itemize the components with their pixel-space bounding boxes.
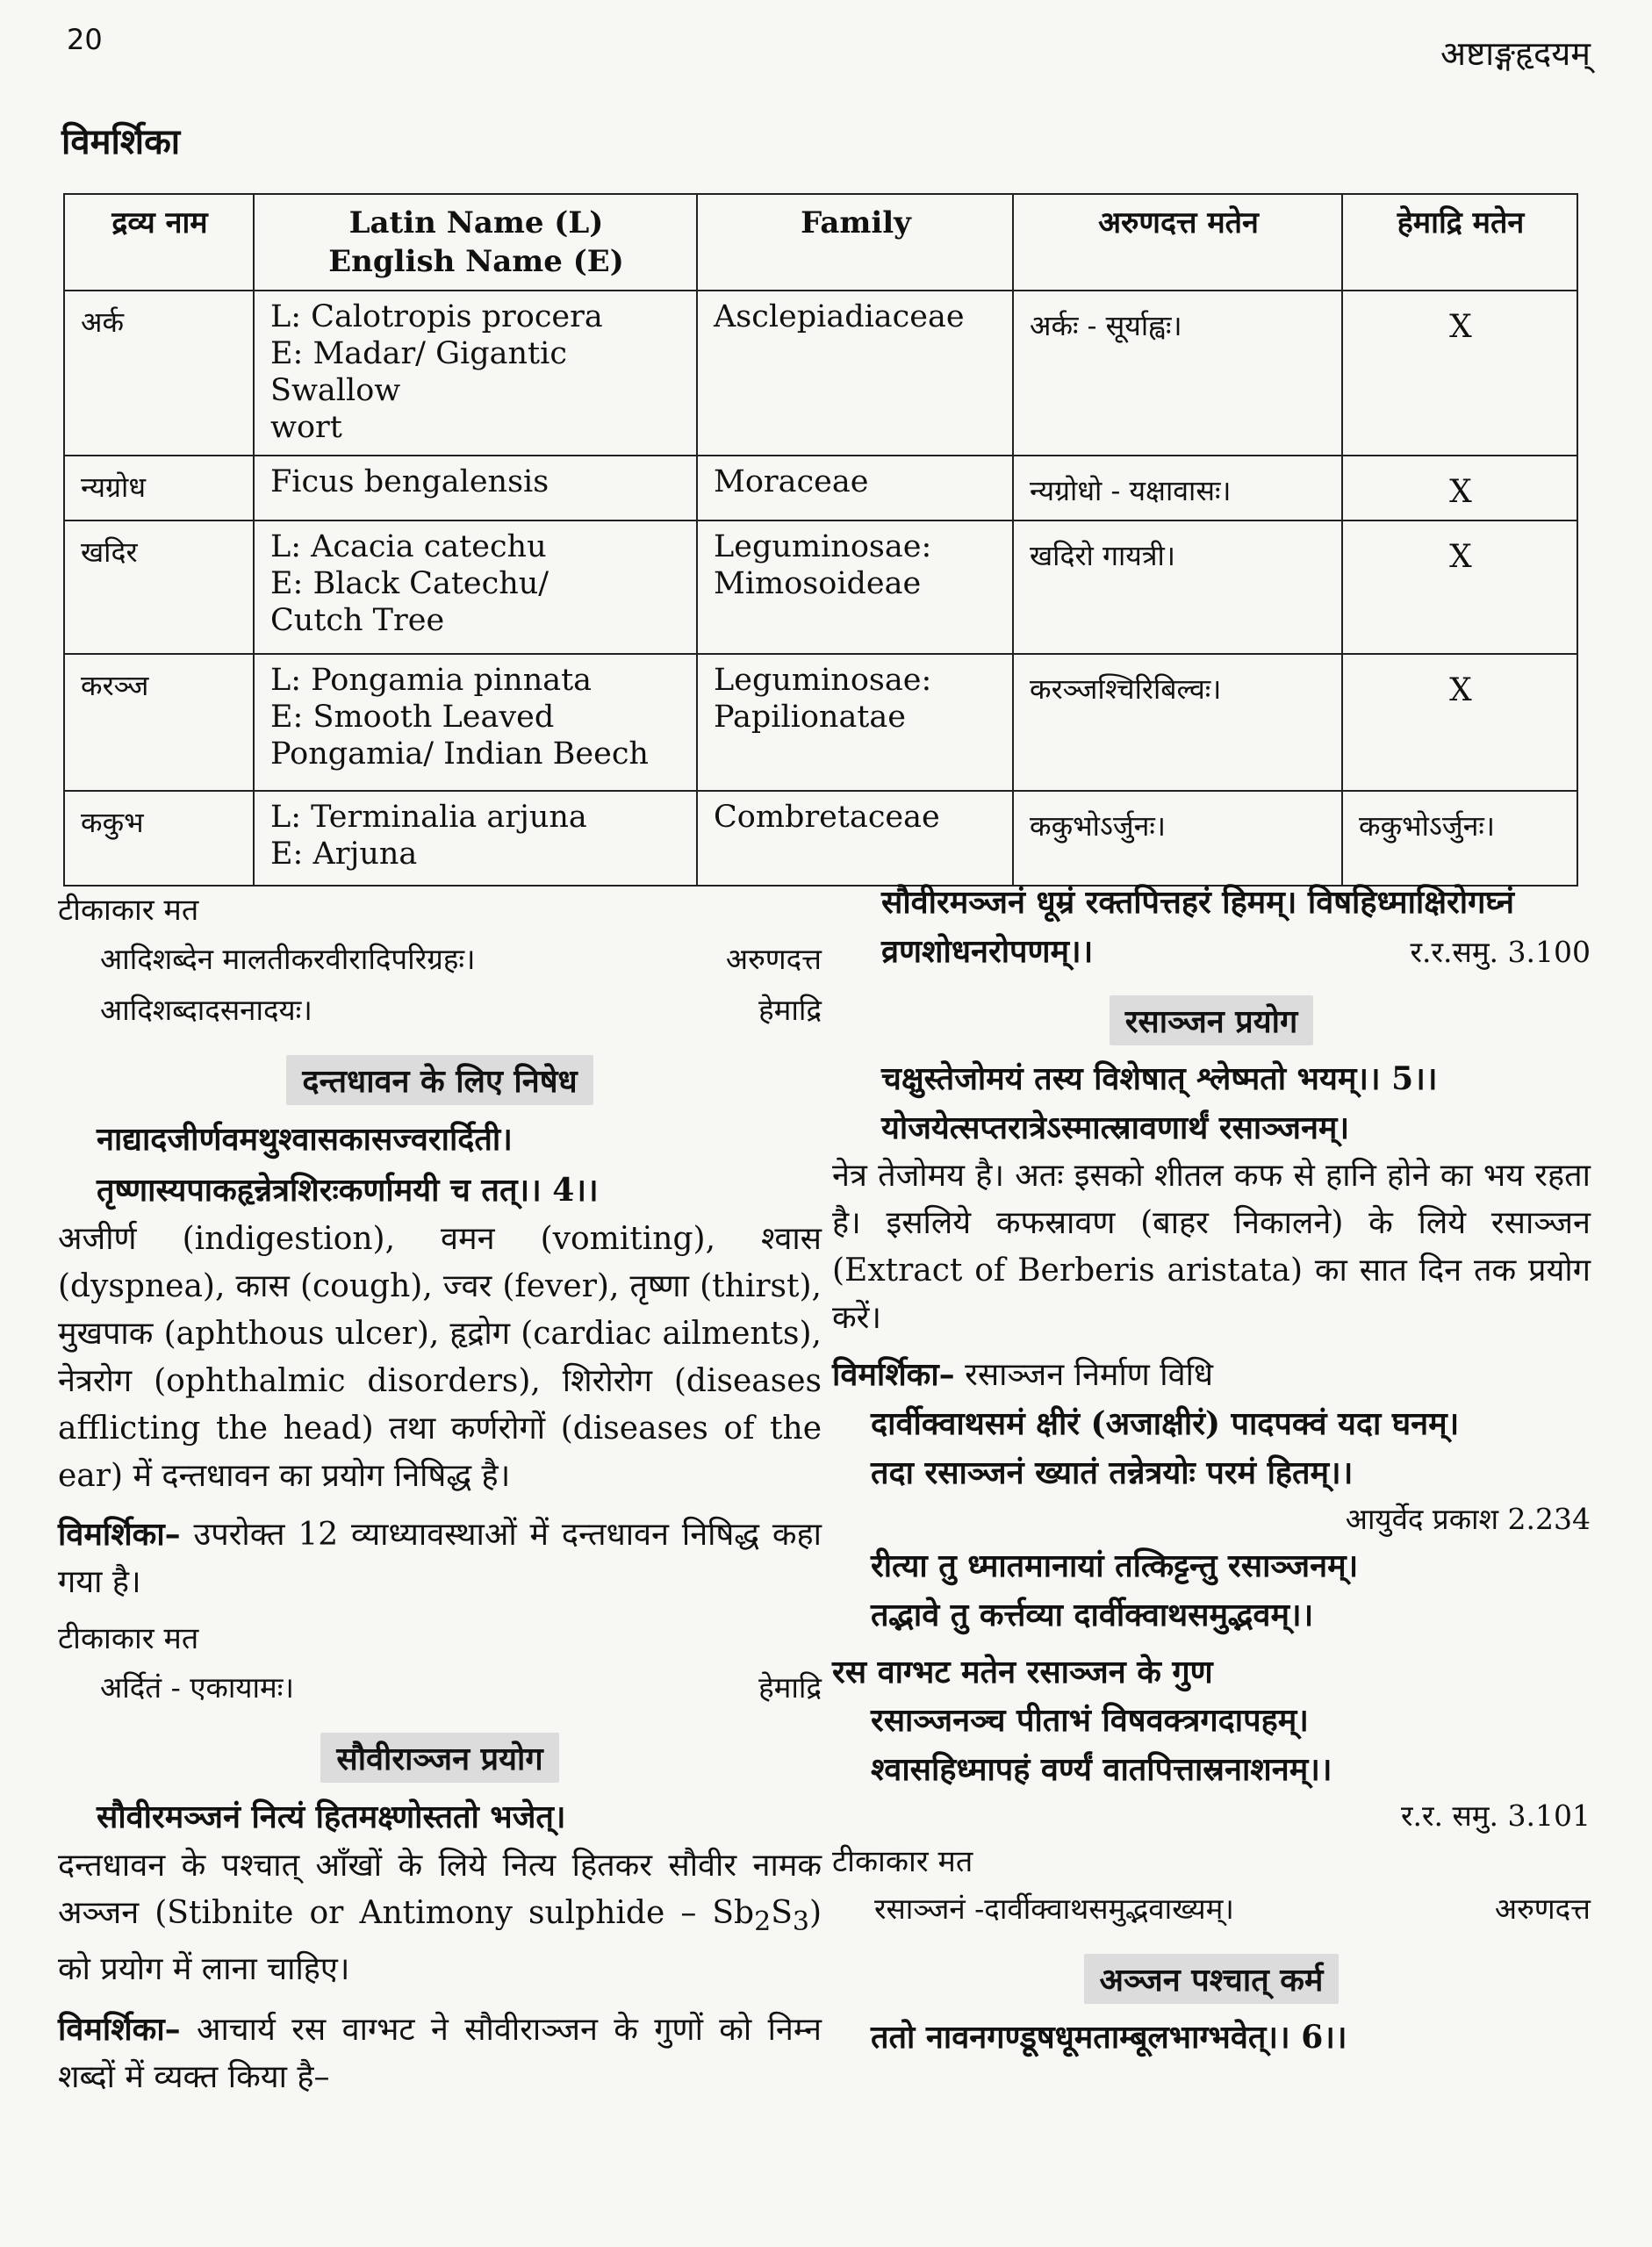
tika-label: टीकाकार मत	[58, 1621, 199, 1656]
arunadatta-cell: ककुभोऽर्जुनः।	[1013, 791, 1342, 886]
name-line: wort	[270, 410, 342, 445]
arunadatta-cell: करञ्जश्चिरिबिल्वः।	[1013, 654, 1342, 791]
quote-source: हेमाद्रि	[758, 1670, 822, 1705]
name-line: Ficus bengalensis	[270, 464, 549, 499]
verse-line: नाद्यादजीर्णवमथुश्वासकासज्वरार्दिती।	[97, 1121, 513, 1158]
section-heading: दन्तधावन के लिए निषेध	[58, 1055, 822, 1105]
verse-line: दार्वीक्वाथसमं क्षीरं (अजाक्षीरं) पादपक्वं यदा घनम्।	[871, 1405, 1460, 1442]
table-row	[64, 791, 1577, 886]
name-line: E: Madar/ Gigantic Swallow	[270, 336, 567, 408]
tika-label: टीकाकार मत	[832, 1844, 973, 1879]
verse-line: चक्षुस्तेजोमयं तस्य विशेषात् श्लेष्मतो भयम्।। 5।।	[881, 1060, 1438, 1097]
table-row	[64, 520, 1577, 654]
section-heading: सौवीराञ्जन प्रयोग	[58, 1733, 822, 1783]
dravya-table	[63, 193, 1578, 887]
dravya-name: ककुभ	[64, 791, 254, 886]
dravya-name: अर्क	[64, 291, 254, 456]
table-row	[64, 654, 1577, 791]
dravya-name: करञ्ज	[64, 654, 254, 791]
vimarshika-note	[58, 1511, 822, 1606]
name-line: Cutch Tree	[270, 603, 445, 638]
vimarshika-text: उपरोक्त 12 व्याध्यावस्थाओं में दन्तधावन निषिद्ध कहा गया है।	[58, 1517, 822, 1600]
verse-line: तृष्णास्यपाकहृन्नेत्रशिरःकर्णामयी च तत्।। 4।।	[97, 1172, 599, 1209]
name-line: L: Terminalia arjuna	[270, 800, 587, 835]
section-title: विमर्शिका	[61, 121, 181, 162]
quote-text: अर्दितं - एकायामः।	[100, 1670, 294, 1705]
latin-english-cell	[254, 456, 697, 520]
hemadri-cell: X	[1342, 520, 1577, 654]
header-latin-english	[254, 194, 697, 291]
verse-line: तदा रसाञ्जनं ख्यातं तन्नेत्रयोः परमं हितम्।।	[871, 1454, 1354, 1491]
name-line: E: Smooth Leaved	[270, 700, 555, 735]
verse-line: रसाञ्जनञ्च पीताभं विषवक्त्रगदापहम्।	[871, 1702, 1309, 1739]
commentary-quote	[100, 1662, 822, 1713]
section-heading: रसाञ्जन प्रयोग	[832, 995, 1591, 1045]
verse-line: योजयेत्सप्तरात्रेऽस्मात्स्रावणार्थं रसाञ्जनम्।	[881, 1109, 1350, 1146]
name-line: L: Pongamia pinnata	[270, 663, 593, 698]
header-family: Family	[697, 194, 1013, 291]
family-line: Mimosoideae	[714, 566, 922, 601]
tika-label: टीकाकार मत	[58, 893, 199, 928]
verse-source: आयुर्वेद प्रकाश 2.234	[1345, 1502, 1591, 1536]
arunadatta-cell: अर्कः - सूर्याह्वः।	[1013, 291, 1342, 456]
vimarshika-note	[832, 1351, 1591, 1399]
family-cell	[697, 456, 1013, 520]
family-line: Papilionatae	[714, 700, 906, 735]
name-line: Pongamia/ Indian Beech	[270, 736, 649, 772]
family-cell	[697, 654, 1013, 791]
arunadatta-cell: खदिरो गायत्री।	[1013, 520, 1342, 654]
quote-source: अरुणदत्त	[725, 942, 822, 976]
header-latin: Latin Name (L)	[348, 205, 604, 240]
table-row	[64, 291, 1577, 456]
verse-source: र.र.समु. 3.100	[1410, 935, 1591, 969]
explanation-paragraph: दन्तधावन के पश्चात् आँखों के लिये नित्य हितकर सौवीर नामक अञ्जन (Stibnite or Antimony sulphide – $Sb_2S_3$) को प्रयोग में लाना चाहिए।	[58, 1848, 822, 1988]
name-line: L: Acacia catechu	[270, 529, 547, 564]
latin-english-cell	[254, 520, 697, 654]
quote-text: रसाञ्जनं -दार्वीक्वाथसमुद्भवाख्यम्।	[874, 1892, 1234, 1926]
explanation-paragraph: अजीर्ण (indigestion), वमन (vomiting), श्वास (dyspnea), कास (cough), ज्वर (fever), तृष्णा (thirst), मुखपाक (aphthous ulcer), हृद्रोग (cardiac ailments), नेत्ररोग (ophthalmic disorders), शिरोरोग (diseases afflicting the head) तथा कर्णरोगों (diseases of the ear) में दन्तधावन का प्रयोग निषिद्ध है।	[58, 1221, 822, 1494]
header-english: English Name (E)	[328, 244, 624, 279]
family-line: Combretaceae	[714, 800, 940, 835]
dravya-name: खदिर	[64, 520, 254, 654]
right-column	[832, 878, 1591, 2062]
header-dravya-name: द्रव्य नाम	[64, 194, 254, 291]
vimarshika-label: विमर्शिका–	[58, 1516, 181, 1553]
quote-source: अरुणदत्त	[1494, 1892, 1591, 1926]
family-cell	[697, 520, 1013, 654]
hemadri-cell: ककुभोऽर्जुनः।	[1342, 791, 1577, 886]
header-arunadatta: अरुणदत्त मतेन	[1013, 194, 1342, 291]
family-cell	[697, 791, 1013, 886]
name-line: L: Calotropis procera	[270, 299, 603, 334]
family-cell	[697, 291, 1013, 456]
commentary-quote	[100, 934, 822, 985]
vimarshika-note	[58, 2006, 822, 2101]
verse-line: ततो नावनगण्डूषधूमताम्बूलभाग्भवेत्।। 6।।	[871, 2019, 1347, 2056]
arunadatta-cell: न्यग्रोधो - यक्षावासः।	[1013, 456, 1342, 520]
family-line: Moraceae	[714, 464, 869, 499]
explanation-paragraph: नेत्र तेजोमय है। अतः इसको शीतल कफ से हानि होने का भय रहता है। इसलिये कफस्रावण (बाहर निकालने) के लिये रसाञ्जन (Extract of Berberis aristata) का सात दिन तक प्रयोग करें।	[832, 1158, 1591, 1336]
table-header-row	[64, 194, 1577, 291]
subheading: रस वाग्भट मतेन रसाञ्जन के गुण	[832, 1654, 1213, 1691]
latin-english-cell	[254, 654, 697, 791]
family-line: Asclepiadiaceae	[714, 299, 965, 334]
verse-line: रीत्या तु ध्मातमानायां तत्किट्टन्तु रसाञ्जनम्।	[871, 1547, 1359, 1584]
page-number: 20	[67, 23, 103, 56]
verse-line: व्रणशोधनरोपणम्।।	[881, 933, 1094, 970]
vimarshika-text: आचार्य रस वाग्भट ने सौवीराञ्जन के गुणों को निम्न शब्दों में व्यक्त किया है–	[58, 2012, 822, 2096]
verse-with-source	[832, 927, 1591, 976]
vimarshika-text: रसाञ्जन निर्माण विधि	[954, 1357, 1214, 1393]
quote-text: आदिशब्दादसनादयः।	[100, 993, 312, 1027]
quote-text: आदिशब्देन मालतीकरवीरादिपरिग्रहः।	[100, 942, 476, 976]
table-row	[64, 456, 1577, 520]
name-line: E: Black Catechu/	[270, 566, 549, 601]
verse-line: तद्भावे तु कर्त्तव्या दार्वीक्वाथसमुद्भवम्।।	[871, 1597, 1314, 1633]
section-heading: अञ्जन पश्चात् कर्म	[832, 1954, 1591, 2004]
vimarshika-label: विमर्शिका–	[58, 2011, 181, 2049]
left-column	[58, 878, 822, 2101]
latin-english-cell	[254, 791, 697, 886]
hemadri-cell: X	[1342, 291, 1577, 456]
verse-line: सौवीरमञ्जनं नित्यं हितमक्ष्णोस्ततो भजेत्।	[97, 1798, 566, 1835]
family-line: Leguminosae:	[714, 663, 932, 698]
vimarshika-label: विमर्शिका–	[832, 1356, 955, 1393]
verse-line: श्वासहिध्मापहं वर्ण्यं वातपित्तास्रनाशनम्।।	[871, 1751, 1332, 1788]
hemadri-cell: X	[1342, 654, 1577, 791]
running-header: अष्टाङ्गहृदयम्	[1440, 34, 1591, 73]
dravya-name: न्यग्रोध	[64, 456, 254, 520]
name-line: E: Arjuna	[270, 836, 418, 872]
quote-source: हेमाद्रि	[758, 993, 822, 1027]
verse-source: र.र. समु. 3.101	[1401, 1798, 1591, 1833]
commentary-quote	[100, 985, 822, 1036]
hemadri-cell: X	[1342, 456, 1577, 520]
family-line: Leguminosae:	[714, 529, 932, 564]
verse-line: सौवीरमञ्जनं धूम्रं रक्तपित्तहरं हिमम्। विषहिध्माक्षिरोगघ्नं	[881, 884, 1514, 921]
commentary-quote	[874, 1884, 1591, 1935]
latin-english-cell	[254, 291, 697, 456]
header-hemadri: हेमाद्रि मतेन	[1342, 194, 1577, 291]
